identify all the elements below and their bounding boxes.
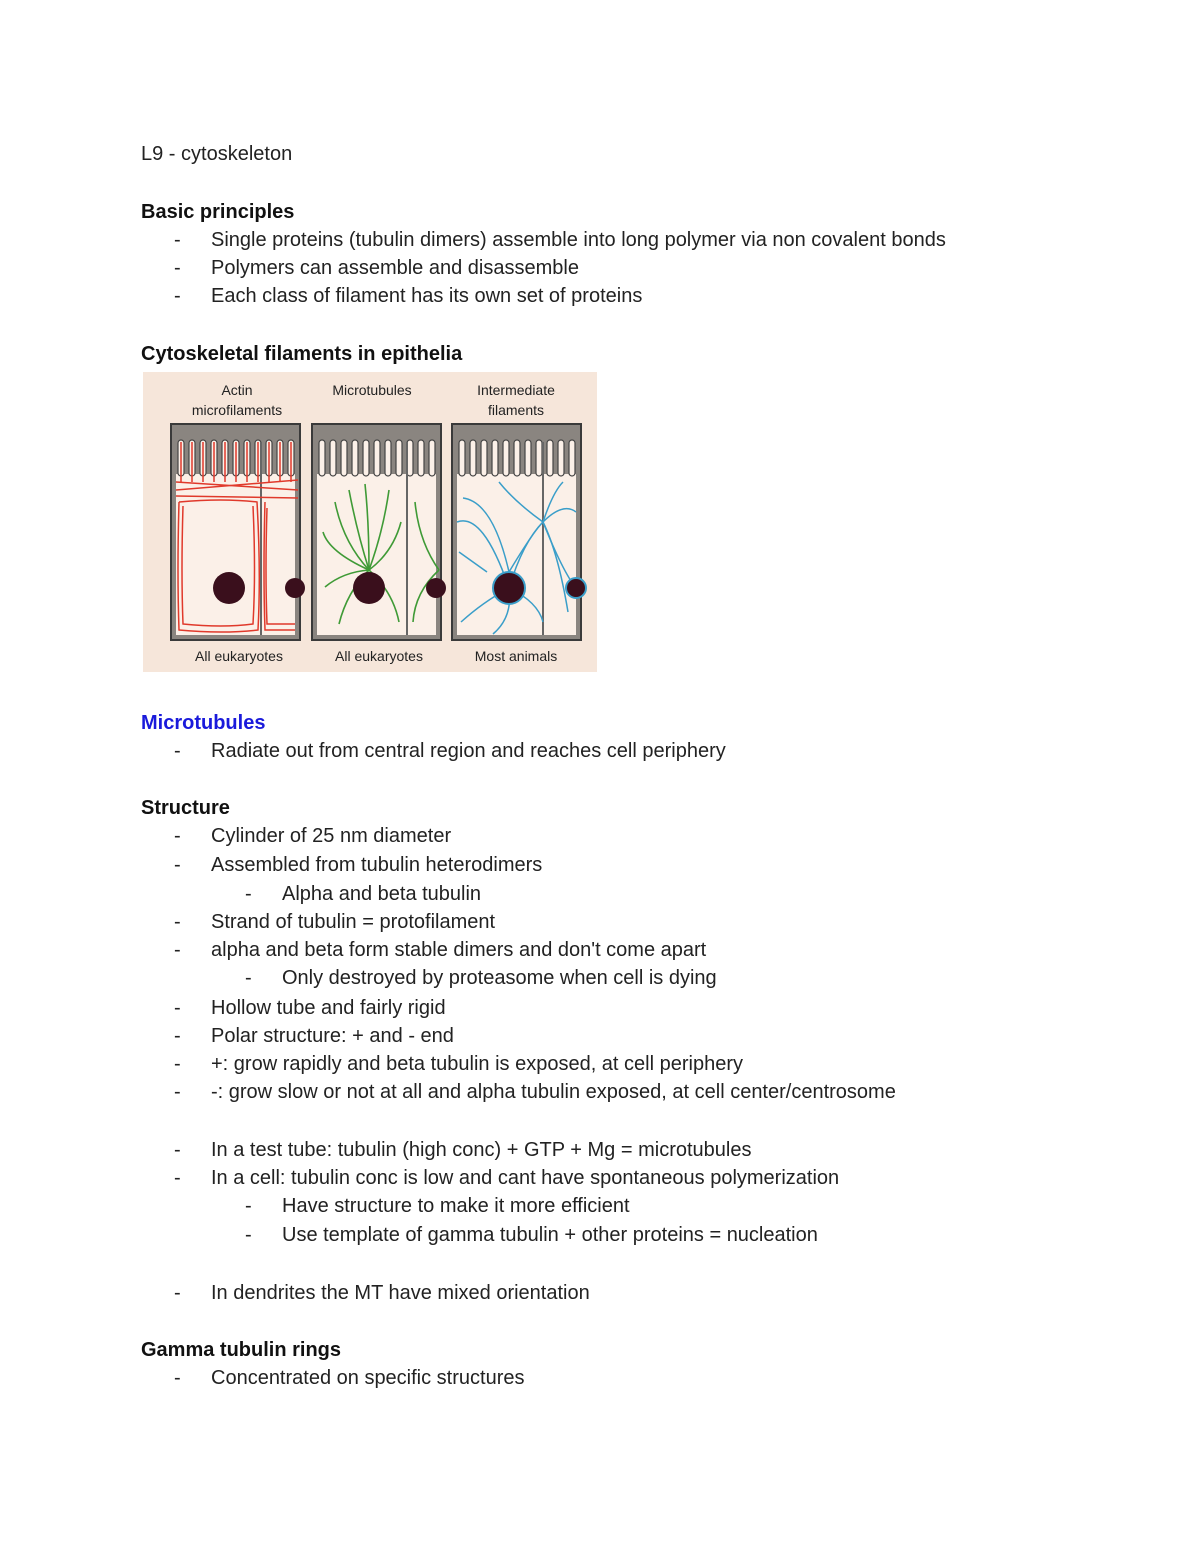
panel-title-intermediate-line1: Intermediate <box>477 382 555 398</box>
section-heading-basic-principles: Basic principles <box>141 201 295 223</box>
panel-title-actin-line2: microfilaments <box>191 402 283 418</box>
cytoskeleton-figure-svg <box>143 372 597 672</box>
panel-title-intermediate-line2: filaments <box>487 402 545 418</box>
microtubules-panel <box>312 424 446 640</box>
panel-title-microtubules: Microtubules <box>332 382 412 398</box>
actin-panel <box>171 424 305 640</box>
section-heading-cytoskeletal-filaments: Cytoskeletal filaments in epithelia <box>141 343 463 365</box>
section-heading-structure: Structure <box>141 797 230 819</box>
panel-title-actin-line1: Actin <box>221 382 253 398</box>
cytoskeleton-figure <box>143 372 597 672</box>
page-title: L9 - cytoskeleton <box>141 143 293 165</box>
intermediate-filaments-panel <box>452 424 586 640</box>
panel-caption-actin: All eukaryotes <box>195 648 283 664</box>
panel-caption-microtubules: All eukaryotes <box>335 648 423 664</box>
panel-caption-intermediate: Most animals <box>474 648 558 664</box>
section-heading-microtubules: Microtubules <box>141 712 266 734</box>
section-heading-gamma-tubulin-rings: Gamma tubulin rings <box>141 1339 342 1361</box>
